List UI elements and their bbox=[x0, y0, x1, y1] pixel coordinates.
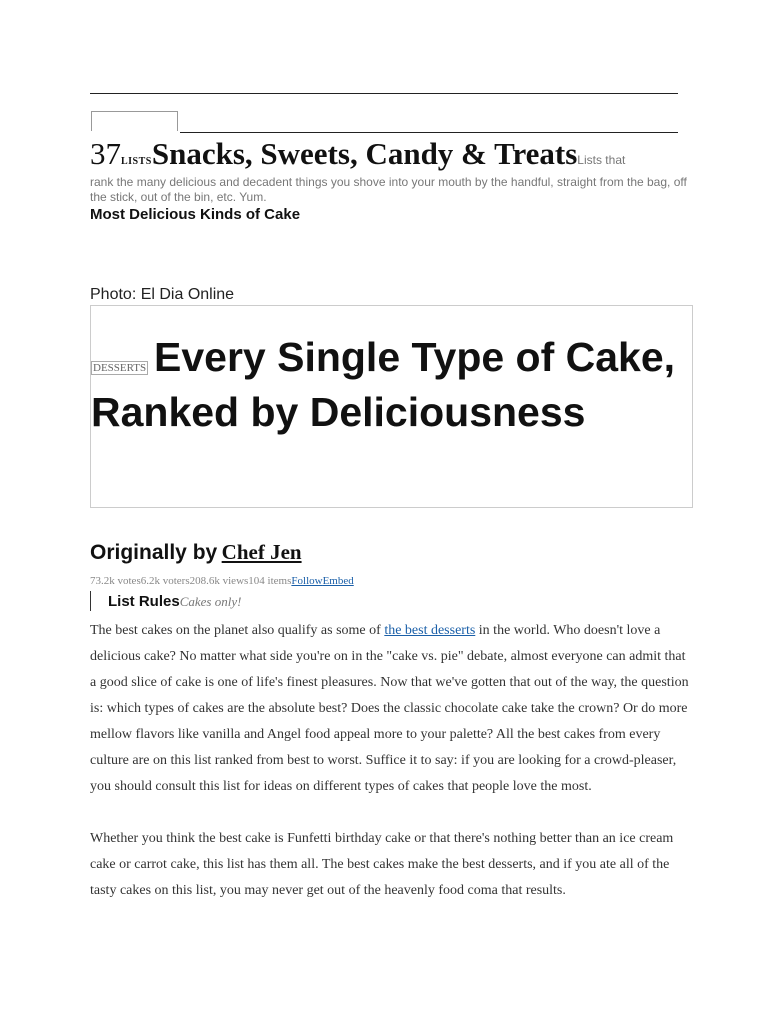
category-description-start: Lists that bbox=[577, 153, 626, 167]
embed-link[interactable]: Embed bbox=[322, 575, 354, 587]
category-title-link[interactable]: Snacks, Sweets, Candy & Treats bbox=[151, 136, 578, 171]
category-lists-label: LISTS bbox=[121, 156, 152, 167]
category-description: rank the many delicious and decadent things you shove into your mouth by the handful, straight from the bag, off the stick, out of the bin, etc. Yum. bbox=[90, 175, 687, 204]
category-image-frame[interactable] bbox=[91, 111, 178, 131]
list-rules bbox=[108, 593, 241, 611]
list-title-link[interactable]: Most Delicious Kinds of Cake bbox=[90, 206, 301, 223]
intro-paragraph-1 bbox=[90, 618, 695, 800]
hero-header bbox=[90, 305, 693, 508]
votes-count: 73.2k votes bbox=[90, 575, 141, 587]
category-header bbox=[90, 136, 690, 172]
originally-by-label: Originally by bbox=[90, 541, 218, 564]
intro-text-after: in the world. Who doesn't love a delicious cake? No matter what side you're on in the "cake vs. pie" debate, almost everyone can admit that a good slice of cake is one of life's finest pleasures. Now that we've gotten that out of the way, the question is: which types of cakes are the absolute best? Does the classic chocolate cake take the crown? Or do more mellow flavors like vanilla and Angel food appeal more to your palette? All the best cakes from every culture are on this list ranked from best to worst. Suffice it to say: if you are looking for a crowd-pleaser, you should consult this list for ideas on different types of cakes that people love the most. bbox=[90, 623, 689, 794]
intro-paragraph-2: Whether you think the best cake is Funfetti birthday cake or that there's nothing better than an ice cream cake or carrot cake, this list has them all. The best cakes make the best desserts, and if you ate all of the tasty cakes on this list, you may never get out of the heavenly food coma that results. bbox=[90, 831, 674, 898]
page-title bbox=[91, 330, 681, 440]
category-list-count: 37 bbox=[90, 136, 121, 171]
list-rules-text: Cakes only! bbox=[179, 594, 242, 609]
rules-accent-bar bbox=[90, 591, 91, 611]
views-count: 208.6k views bbox=[189, 575, 249, 587]
best-desserts-link[interactable]: the best desserts bbox=[384, 623, 476, 638]
follow-link[interactable]: Follow bbox=[291, 575, 323, 587]
category-divider bbox=[180, 132, 678, 133]
page-title-text: Every Single Type of Cake, Ranked by Deliciousness bbox=[91, 334, 676, 435]
items-count: 104 items bbox=[248, 575, 292, 587]
voters-count: 6.2k voters bbox=[140, 575, 190, 587]
list-rules-label: List Rules bbox=[108, 593, 180, 610]
author-link[interactable]: Chef Jen bbox=[221, 540, 302, 564]
top-divider bbox=[90, 93, 678, 94]
desserts-tag[interactable]: DESSERTS bbox=[93, 362, 147, 374]
originally-by bbox=[90, 540, 302, 565]
photo-credit: Photo: El Dia Online bbox=[90, 286, 235, 303]
intro-text-before: The best cakes on the planet also qualify as some of bbox=[90, 623, 385, 638]
list-stats bbox=[90, 575, 354, 587]
